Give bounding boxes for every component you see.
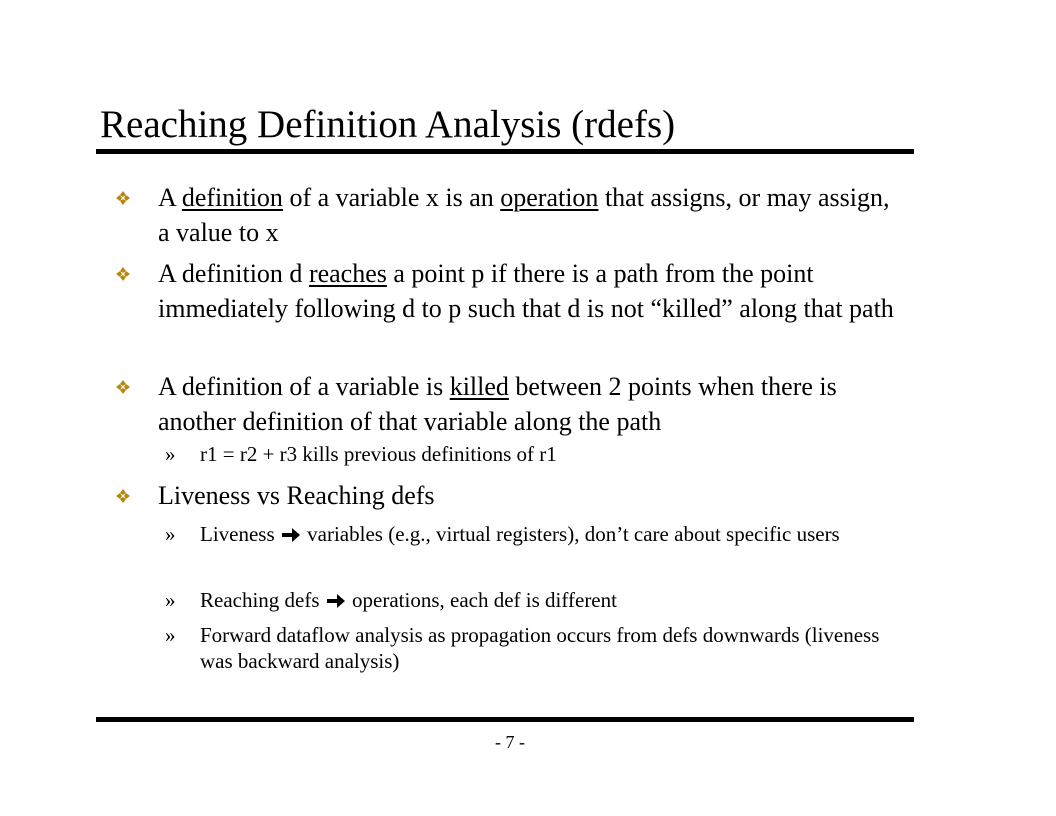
- right-arrow-icon: [282, 527, 300, 543]
- term-reaches: reaches: [308, 259, 387, 288]
- subbullet-reaching-defs: » Reaching defs operations, each def is different: [165, 588, 617, 612]
- diamond-bullet-icon: [116, 191, 130, 205]
- slide-title: Reaching Definition Analysis (rdefs): [100, 103, 676, 146]
- sub-bullet-marker: »: [165, 623, 176, 647]
- diamond-bullet-icon: [116, 489, 130, 503]
- subbullet-forward-dataflow: » Forward dataflow analysis as propagation occurs from defs downwards (liveness was backward analysis): [165, 623, 880, 673]
- sub-bullet-marker: »: [165, 442, 176, 466]
- sub-bullet-marker: »: [165, 588, 176, 612]
- term-killed: killed: [449, 372, 509, 401]
- bullet-reaches: A definition d reaches a point p if there is a path from the point immediately following d to p such that d is not “killed” along that path: [158, 256, 898, 326]
- term-definition: definition: [181, 183, 283, 212]
- diamond-bullet-icon: [116, 267, 130, 281]
- term-operation: operation: [500, 183, 599, 212]
- bullet-liveness-vs-rdefs: Liveness vs Reaching defs: [158, 478, 898, 513]
- diamond-bullet-icon: [116, 380, 130, 394]
- bullet-definition: A definition of a variable x is an operation that assigns, or may assign, a value to x: [158, 180, 898, 250]
- right-arrow-icon: [327, 593, 345, 609]
- sub-bullet-marker: »: [165, 522, 176, 546]
- title-divider: [96, 149, 914, 154]
- page-number: - 7 -: [495, 732, 525, 752]
- bullet-killed: A definition of a variable is killed between 2 points when there is another definition of that variable along the path: [158, 369, 898, 439]
- footer-divider: [96, 717, 914, 722]
- subbullet-liveness: » Liveness variables (e.g., virtual registers), don’t care about specific users: [165, 522, 840, 546]
- subbullet-killed-example: » r1 = r2 + r3 kills previous definitions of r1: [165, 442, 557, 466]
